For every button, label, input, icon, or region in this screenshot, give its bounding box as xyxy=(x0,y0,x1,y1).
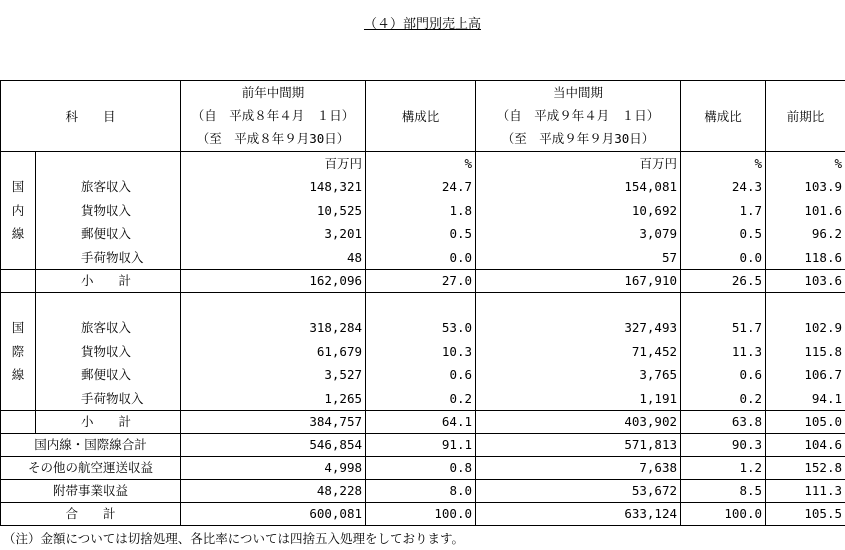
international-yoy: 102.9 115.8 106.7 94.1 xyxy=(766,293,845,411)
list-item: 郵便収入 xyxy=(81,226,132,242)
header-yoy: 前期比 xyxy=(766,81,845,152)
domestic-curr: 百万円 154,081 10,692 3,079 57 xyxy=(476,152,681,270)
header-row xyxy=(1,81,845,152)
header-ratio2: 構成比 xyxy=(681,81,766,152)
list-item: 貨物収入 xyxy=(81,343,132,359)
page-title: （４）部門別売上高 xyxy=(363,17,481,32)
list-item: 貨物収入 xyxy=(81,202,132,218)
list-item: 旅客収入 xyxy=(81,179,132,195)
header-curr-period: 当中間期 （自 平成９年４月 １日） （至 平成９年９月30日） xyxy=(476,81,681,152)
unit-label: 百万円 xyxy=(324,156,363,171)
domestic-block xyxy=(1,152,845,270)
international-subtotal-row: 小 計 384,757 64.1 403,902 63.8 105.0 xyxy=(1,411,845,434)
domestic-subtotal-row: 小 計 162,096 27.0 167,910 26.5 103.6 xyxy=(1,270,845,293)
unit-label: % xyxy=(834,156,843,171)
domestic-names xyxy=(36,152,181,270)
list-item: 郵便収入 xyxy=(81,367,132,383)
international-names xyxy=(36,293,181,411)
international-block xyxy=(1,293,845,411)
table-row: 附帯事業収益 48,228 8.0 53,672 8.5 111.3 xyxy=(1,480,845,503)
list-item: 旅客収入 xyxy=(81,320,132,336)
domestic-prev: 百万円 148,321 10,525 3,201 48 xyxy=(181,152,366,270)
international-prev: 318,284 61,679 3,527 1,265 xyxy=(181,293,366,411)
domestic-prev-ratio: % 24.7 1.8 0.5 0.0 xyxy=(366,152,476,270)
domestic-curr-ratio: % 24.3 1.7 0.5 0.0 xyxy=(681,152,766,270)
unit-label: 百万円 xyxy=(639,156,678,171)
unit-label: % xyxy=(754,156,763,171)
table-row: 国内線・国際線合計 546,854 91.1 571,813 90.3 104.6 xyxy=(1,434,845,457)
unit-label: % xyxy=(464,156,473,171)
international-curr: 327,493 71,452 3,765 1,191 xyxy=(476,293,681,411)
international-label: 国 際 線 xyxy=(1,293,36,411)
sales-by-segment-table xyxy=(0,80,845,526)
domestic-yoy: % 103.9 101.6 96.2 118.6 xyxy=(766,152,845,270)
domestic-label: 国 内 線 xyxy=(1,152,36,270)
international-curr-ratio: 51.7 11.3 0.6 0.2 xyxy=(681,293,766,411)
list-item: 手荷物収入 xyxy=(81,249,144,265)
list-item: 手荷物収入 xyxy=(81,390,144,406)
footnote: （注）金額については切捨処理、各比率については四捨五入処理をしております。 xyxy=(3,531,465,546)
grand-total-row: 合 計 600,081 100.0 633,124 100.0 105.5 xyxy=(1,503,845,526)
header-prev-period: 前年中間期 （自 平成８年４月 １日） （至 平成８年９月30日） xyxy=(181,81,366,152)
international-prev-ratio: 53.0 10.3 0.6 0.2 xyxy=(366,293,476,411)
header-subject: 科 目 xyxy=(1,81,181,152)
table-row: その他の航空運送収益 4,998 0.8 7,638 1.2 152.8 xyxy=(1,457,845,480)
header-ratio: 構成比 xyxy=(366,81,476,152)
